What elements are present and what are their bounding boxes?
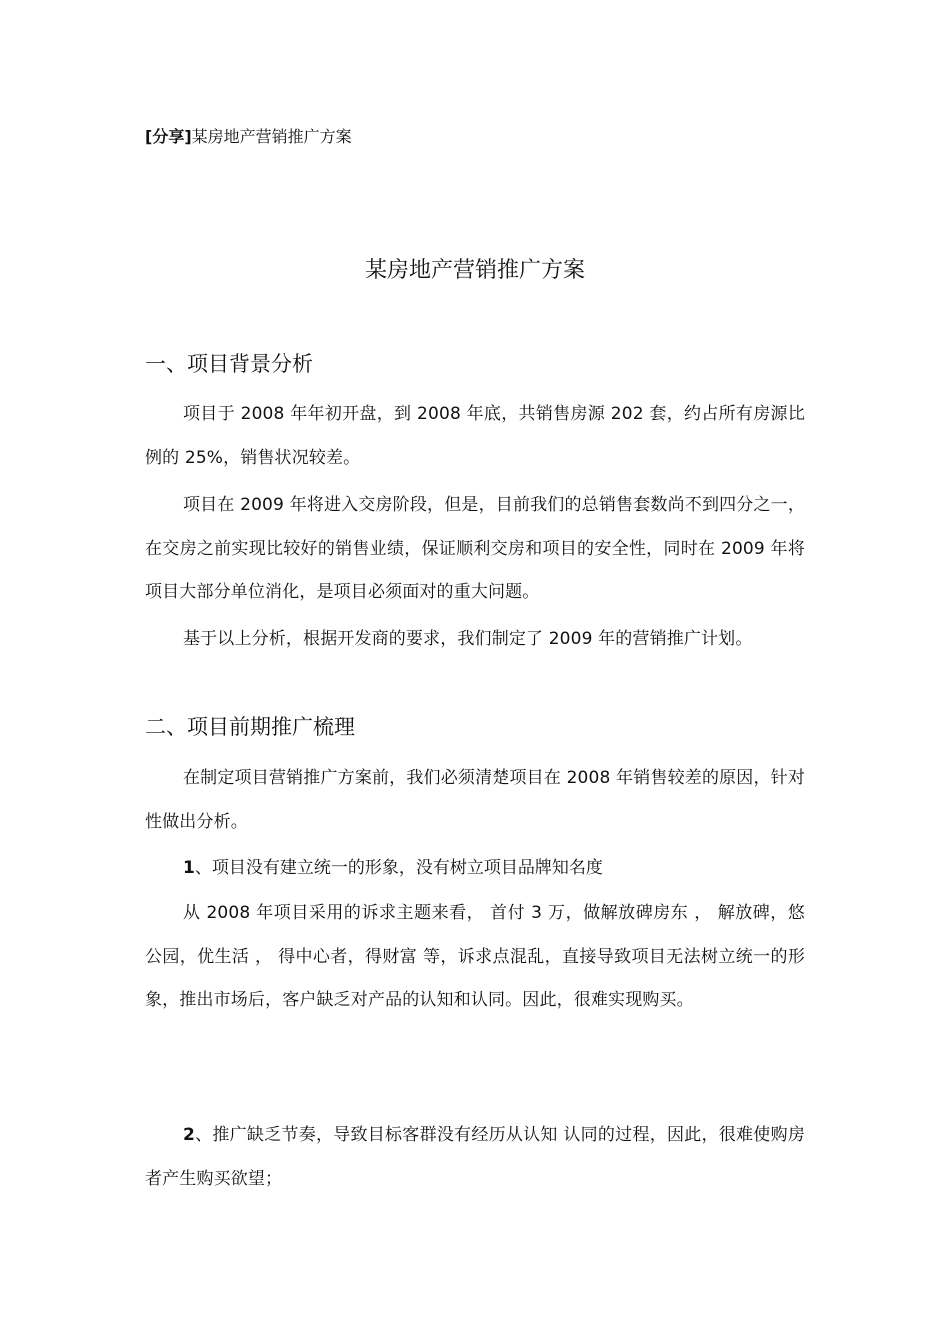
header-line bbox=[145, 124, 352, 150]
point-2-number: 2 bbox=[183, 1125, 195, 1145]
paragraph-sales-status: 项目于 2008 年年初开盘，到 2008 年底，共销售房源 202 套，约占所有房源比例的 25%，销售状况较差。 bbox=[145, 404, 805, 468]
share-tag: [分享] bbox=[145, 127, 192, 146]
point-1-number: 1 bbox=[183, 858, 195, 878]
paragraph-delivery-stage: 项目在 2009 年将进入交房阶段，但是，目前我们的总销售套数尚不到四分之一，在交房之前实现比较好的销售业绩，保证顺利交房和项目的安全性，同时在 2009 年将项目大部分单位消化，是项目必须面对的重大问题。 bbox=[145, 495, 805, 602]
point-1-heading bbox=[183, 853, 603, 883]
header-title: 某房地产营销推广方案 bbox=[191, 127, 352, 146]
paragraph-plan-basis: 基于以上分析，根据开发商的要求，我们制定了 2009 年的营销推广计划。 bbox=[183, 629, 753, 649]
paragraph-review-intro: 在制定项目营销推广方案前，我们必须清楚项目在 2008 年销售较差的原因，针对性做出分析。 bbox=[145, 768, 805, 832]
section-heading-background: 一、项目背景分析 bbox=[145, 352, 313, 376]
point-1-title: 、项目没有建立统一的形象，没有树立项目品牌知名度 bbox=[194, 858, 603, 878]
point-1-body: 从 2008 年项目采用的诉求主题来看， 首付 3 万，做解放碑房东 ， 解放碑，悠公园，优生活 ， 得中心者，得财富 等，诉求点混乱，直接导致项目无法树立统一的形象，推出市场后，客户缺乏对产品的认知和认同。因此，很难实现购买。 bbox=[145, 903, 805, 1010]
point-2-body bbox=[145, 1114, 805, 1201]
document-title: 某房地产营销推广方案 bbox=[364, 258, 585, 283]
section-heading-review: 二、项目前期推广梳理 bbox=[145, 715, 355, 739]
point-2-text: 、推广缺乏节奏，导致目标客群没有经历从认知 认同的过程，因此，很难使购房者产生购买欲望； bbox=[145, 1125, 805, 1189]
